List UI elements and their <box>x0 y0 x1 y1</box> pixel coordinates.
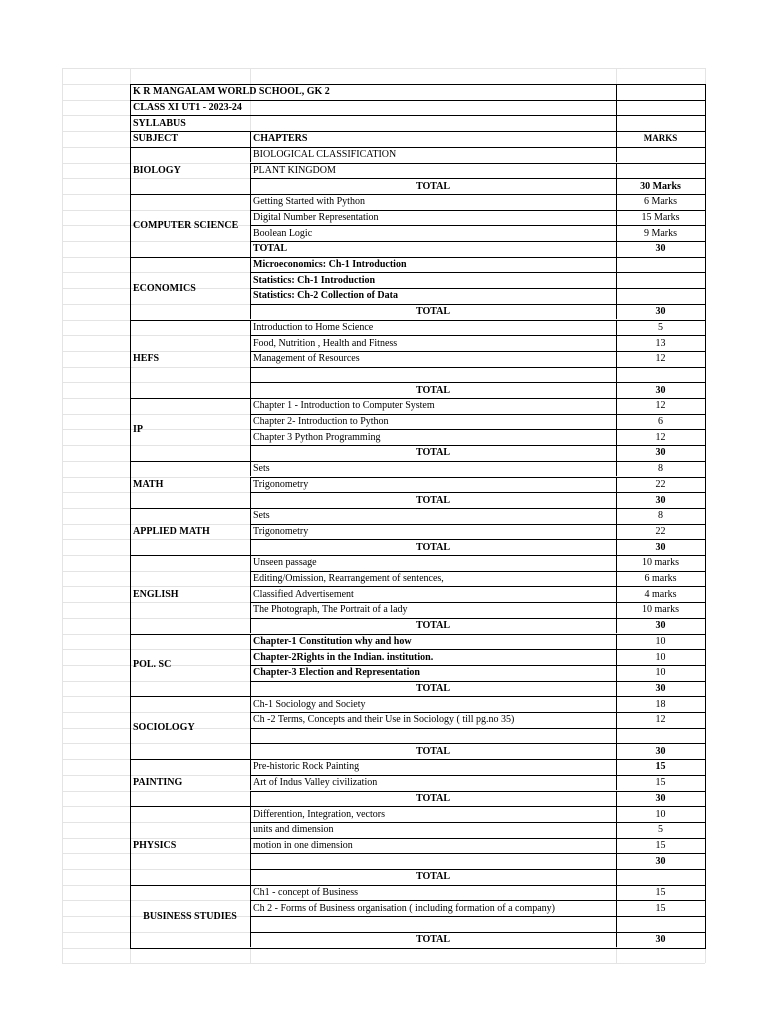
subject-name: BUSINESS STUDIES <box>143 910 237 922</box>
chapter-marks: 12 <box>655 400 666 412</box>
chapter-marks <box>616 272 705 288</box>
chapter-name: Ch -2 Terms, Concepts and their Use in Sociology ( till pg.no 35) <box>253 714 515 726</box>
table-border <box>250 806 251 822</box>
chapter-marks: 15 Marks <box>641 211 680 223</box>
subject-name: HEFS <box>133 353 160 365</box>
chapter-marks: 12 <box>655 353 666 365</box>
chapter-marks: 10 <box>655 667 666 679</box>
table-border <box>130 84 131 949</box>
subject-name: COMPUTER SCIENCE <box>133 219 239 231</box>
total-marks: 30 <box>655 243 666 255</box>
syllabus-title: SYLLABUS <box>133 117 186 129</box>
table-border <box>250 257 251 273</box>
chapter-name: Trigonometry <box>253 525 309 537</box>
subject-name: ECONOMICS <box>133 282 196 294</box>
table-border <box>250 288 251 304</box>
chapter-marks <box>616 728 705 744</box>
chapter-marks: 10 <box>655 651 666 663</box>
total-label: TOTAL <box>415 934 451 946</box>
chapter-name: Art of Indus Valley civilization <box>253 777 378 789</box>
table-border <box>250 461 251 477</box>
chapter-name: Pre-historic Rock Painting <box>253 761 360 773</box>
chapter-marks: 10 marks <box>642 557 679 569</box>
table-border <box>250 398 251 414</box>
chapter-marks: 15 <box>655 887 666 899</box>
chapter-marks: 15 <box>655 777 666 789</box>
table-border <box>250 649 251 665</box>
table-border <box>250 131 251 147</box>
table-border <box>250 320 251 336</box>
table-border <box>250 759 251 775</box>
table-border <box>250 586 251 602</box>
total-marks: 30 <box>655 620 666 632</box>
chapter-name <box>253 916 616 932</box>
total-label: TOTAL <box>415 180 451 192</box>
chapter-marks: 15 <box>655 839 666 851</box>
table-border <box>250 147 251 163</box>
chapter-name: Differention, Integration, vectors <box>253 808 385 820</box>
chapter-marks <box>616 257 705 273</box>
total-marks: 30 <box>655 541 666 553</box>
table-border <box>250 838 251 854</box>
chapter-marks: 6 Marks <box>643 196 678 208</box>
table-border <box>250 335 251 351</box>
table-border <box>705 84 706 949</box>
chapter-marks <box>616 367 705 383</box>
table-border <box>250 712 251 728</box>
chapter-name: Getting Started with Python <box>253 196 365 208</box>
total-marks: 30 <box>655 447 666 459</box>
total-marks: 30 <box>655 682 666 694</box>
table-border <box>250 163 251 179</box>
subject-name: PAINTING <box>133 777 183 789</box>
table-border <box>616 115 617 131</box>
chapter-marks: 5 <box>658 824 663 836</box>
table-border <box>250 665 251 681</box>
table-border <box>130 948 705 949</box>
subject-name: BIOLOGY <box>133 164 181 176</box>
subject-name: MATH <box>133 478 164 490</box>
chapter-marks: 8 <box>658 463 663 475</box>
subject-name: PHYSICS <box>133 839 177 851</box>
table-border <box>250 822 251 838</box>
chapter-name: units and dimension <box>253 824 334 836</box>
chapter-name: PLANT KINGDOM <box>253 164 336 176</box>
chapter-name: BIOLOGICAL CLASSIFICATION <box>253 149 397 161</box>
chapter-name: Digital Number Representation <box>253 211 379 223</box>
table-border <box>250 194 251 210</box>
chapter-name <box>253 728 616 744</box>
chapter-marks: 12 <box>655 714 666 726</box>
table-border <box>250 429 251 445</box>
chapter-name: Boolean Logic <box>253 227 313 239</box>
chapter-marks: 12 <box>655 431 666 443</box>
chapter-name: Ch-1 Sociology and Society <box>253 698 366 710</box>
table-border <box>250 728 251 744</box>
column-header-marks: MARKS <box>643 133 678 144</box>
subject-name: ENGLISH <box>133 588 179 600</box>
table-border <box>250 414 251 430</box>
table-border <box>250 477 251 493</box>
table-border <box>250 571 251 587</box>
total-marks: 30 <box>655 494 666 506</box>
class-test-title: CLASS XI UT1 - 2023-24 <box>133 102 242 114</box>
chapter-name <box>253 853 616 869</box>
chapter-name <box>253 367 616 383</box>
chapter-name: Statistics: Ch-1 Introduction <box>253 274 376 286</box>
table-border <box>250 210 251 226</box>
chapter-name: Unseen passage <box>253 557 317 569</box>
chapter-name: Sets <box>253 510 270 522</box>
chapter-marks: 10 <box>655 635 666 647</box>
total-marks: 30 <box>655 306 666 318</box>
grid-row-line <box>62 68 705 69</box>
grid-row-line <box>62 963 705 964</box>
chapter-name: Food, Nutrition , Health and Fitness <box>253 337 398 349</box>
chapter-name: Chapter-1 Constitution why and how <box>253 635 412 647</box>
chapter-marks: 30 <box>655 855 666 867</box>
chapter-marks: 5 <box>658 321 663 333</box>
table-border <box>616 100 617 116</box>
chapter-marks: 10 <box>655 808 666 820</box>
school-name: K R MANGALAM WORLD SCHOOL, GK 2 <box>133 86 330 98</box>
chapter-marks: 4 marks <box>644 588 677 600</box>
table-border <box>250 351 251 367</box>
table-border <box>250 696 251 712</box>
chapter-marks: 15 <box>655 761 666 773</box>
chapter-name: Chapter 1 - Introduction to Computer System <box>253 400 435 412</box>
table-border <box>250 524 251 540</box>
subject-name: IP <box>133 423 143 435</box>
chapter-marks: 6 <box>658 416 663 428</box>
chapter-marks <box>616 147 705 163</box>
table-border <box>250 602 251 618</box>
total-label: TOTAL <box>415 620 451 632</box>
chapter-marks: 18 <box>655 698 666 710</box>
table-border <box>250 272 251 288</box>
total-marks: 30 Marks <box>640 180 681 192</box>
total-label: TOTAL <box>415 306 451 318</box>
chapter-name: Classified Advertisement <box>253 588 354 600</box>
chapter-name: Ch 2 - Forms of Business organisation ( including formation of a company) <box>253 902 555 914</box>
chapter-marks: 13 <box>655 337 666 349</box>
total-label: TOTAL <box>415 494 451 506</box>
chapter-marks: 22 <box>655 478 666 490</box>
chapter-marks <box>616 163 705 179</box>
chapter-name: Management of Resources <box>253 353 360 365</box>
chapter-name: The Photograph, The Portrait of a lady <box>253 604 408 616</box>
subject-name: APPLIED MATH <box>133 525 210 537</box>
table-border <box>250 634 251 650</box>
table-border <box>250 853 251 869</box>
chapter-name: motion in one dimension <box>253 839 353 851</box>
chapter-marks: 15 <box>655 902 666 914</box>
total-label: TOTAL <box>253 243 288 255</box>
chapter-name: Chapter 3 Python Programming <box>253 431 381 443</box>
total-label: TOTAL <box>415 447 451 459</box>
chapter-name: Ch1 - concept of Business <box>253 887 358 899</box>
subject-name: SOCIOLOGY <box>133 722 195 734</box>
chapter-marks: 10 marks <box>642 604 679 616</box>
chapter-name: Editing/Omission, Rearrangement of sentences, <box>253 573 444 585</box>
chapter-marks: 6 marks <box>644 573 677 585</box>
table-border <box>250 916 251 932</box>
chapter-name: Microeconomics: Ch-1 Introduction <box>253 259 407 271</box>
total-marks: 30 <box>655 384 666 396</box>
table-border <box>616 84 617 100</box>
chapter-name: Sets <box>253 463 270 475</box>
subject-name: POL. SC <box>133 659 172 671</box>
total-marks <box>616 869 705 885</box>
table-border <box>250 241 251 257</box>
total-label: TOTAL <box>415 384 451 396</box>
chapter-name: Chapter 2- Introduction to Python <box>253 416 389 428</box>
chapter-name: Introduction to Home Science <box>253 321 374 333</box>
table-border <box>250 555 251 571</box>
grid-col-line <box>62 68 63 963</box>
chapter-marks: 9 Marks <box>643 227 678 239</box>
chapter-marks <box>616 288 705 304</box>
chapter-marks: 22 <box>655 525 666 537</box>
total-marks: 30 <box>655 934 666 946</box>
total-label: TOTAL <box>415 745 451 757</box>
column-header-subject: SUBJECT <box>133 133 179 145</box>
total-marks: 30 <box>655 745 666 757</box>
table-border <box>250 885 251 901</box>
chapter-marks <box>616 916 705 932</box>
total-label: TOTAL <box>415 871 451 883</box>
table-border <box>250 225 251 241</box>
total-label: TOTAL <box>415 792 451 804</box>
total-label: TOTAL <box>415 682 451 694</box>
total-label: TOTAL <box>415 541 451 553</box>
table-border <box>250 508 251 524</box>
chapter-name: Chapter-2Rights in the Indian. institution. <box>253 651 434 663</box>
table-border <box>250 775 251 791</box>
chapter-name: Statistics: Ch-2 Collection of Data <box>253 290 398 302</box>
total-marks: 30 <box>655 792 666 804</box>
chapter-marks: 8 <box>658 510 663 522</box>
chapter-name: Trigonometry <box>253 478 309 490</box>
table-border <box>250 367 251 383</box>
chapter-name: Chapter-3 Election and Representation <box>253 667 420 679</box>
table-border <box>250 900 251 916</box>
column-header-chapters: CHAPTERS <box>253 133 308 145</box>
